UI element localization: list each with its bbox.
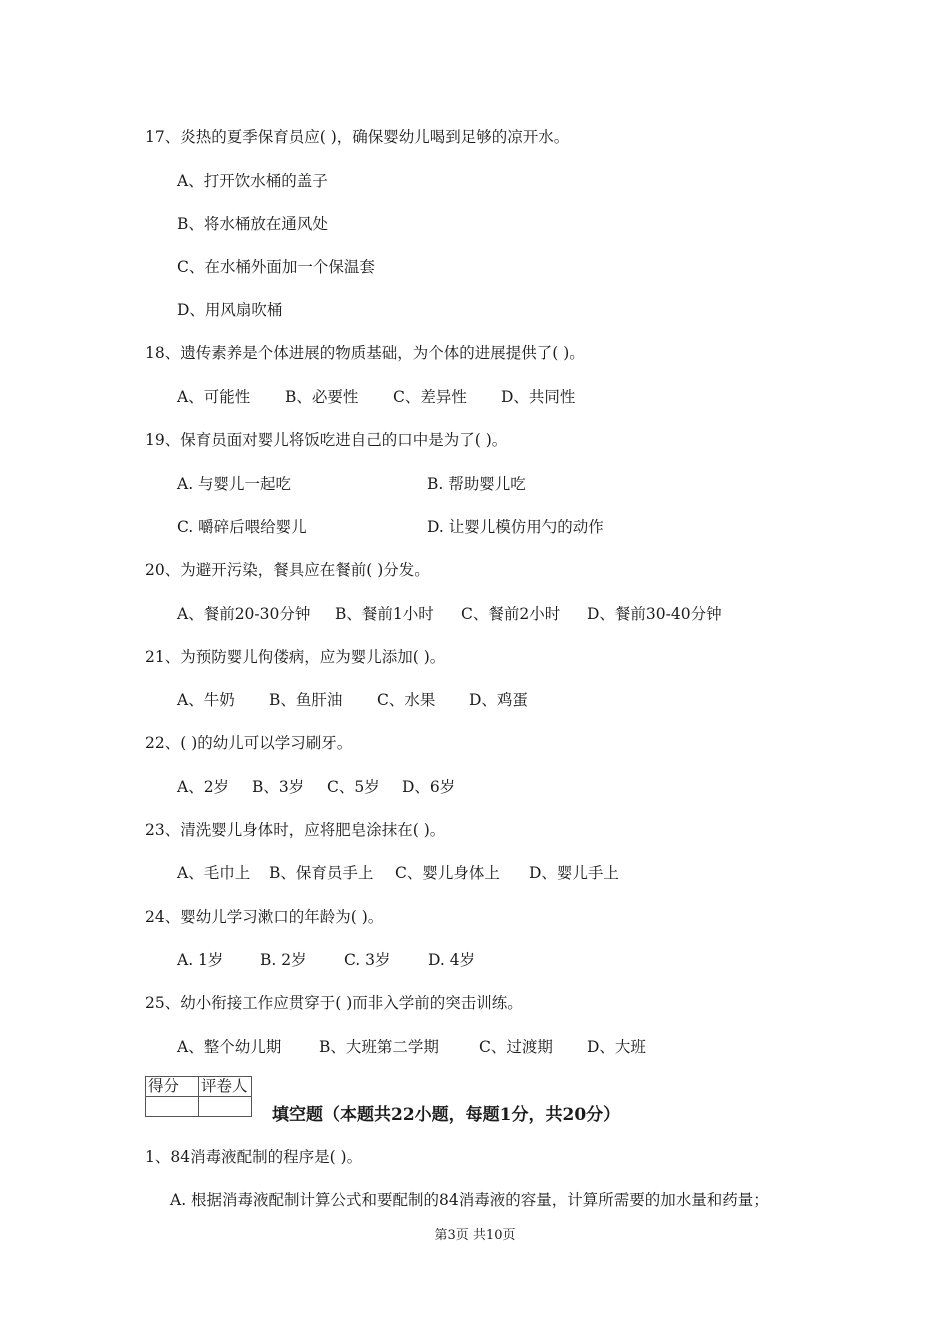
option-24-d: D. 4岁 [428,951,476,969]
grader-cell [199,1097,252,1117]
grader-label: 评卷人 [199,1077,252,1097]
option-24-b: B. 2岁 [260,951,307,969]
option-21-b: B、鱼肝油 [269,691,343,709]
option-19-c: C. 嚼碎后喂给婴儿 [177,518,307,536]
option-24-c: C. 3岁 [344,951,391,969]
option-24-a: A. 1岁 [177,951,224,969]
option-18-c: C、差异性 [393,388,467,406]
option-18-a: A、可能性 [177,388,251,406]
option-17-c: C、在水桶外面加一个保温套 [177,258,375,276]
option-20-a: A、餐前20-30分钟 [177,605,311,623]
question-18: 18、遗传素养是个体进展的物质基础，为个体的进展提供了( )。 [145,344,585,362]
options-18 [177,386,575,408]
option-19-b: B. 帮助婴儿吃 [427,475,526,493]
options-25 [177,1036,646,1058]
section-title: 填空题（本题共22小题，每题1分，共20分） [272,1105,621,1125]
options-22 [177,776,455,798]
question-25: 25、幼小衔接工作应贯穿于( )而非入学前的突击训练。 [145,994,523,1012]
option-23-a: A、毛巾上 [177,864,251,882]
score-label: 得分 [146,1077,199,1097]
question-22: 22、( )的幼儿可以学习刷牙。 [145,734,353,752]
page-footer: 第3页 共10页 [434,1228,516,1243]
option-22-d: D、6岁 [402,778,456,796]
option-20-b: B、餐前1小时 [335,605,434,623]
option-21-a: A、牛奶 [177,691,235,709]
question-21: 21、为预防婴儿佝偻病，应为婴儿添加( )。 [145,648,446,666]
option-21-c: C、水果 [377,691,436,709]
option-17-b: B、将水桶放在通风处 [177,215,328,233]
option-22-b: B、3岁 [252,778,305,796]
option-18-b: B、必要性 [285,388,359,406]
option-23-d: D、婴儿手上 [529,864,619,882]
option-23-b: B、保育员手上 [269,864,374,882]
option-25-d: D、大班 [587,1038,646,1056]
question-24: 24、婴幼儿学习漱口的年龄为( )。 [145,908,384,926]
question-23: 23、清洗婴儿身体时，应将肥皂涂抹在( )。 [145,821,446,839]
option-25-a: A、整个幼儿期 [177,1038,282,1056]
score-cell [146,1097,199,1117]
option-19-a: A. 与婴儿一起吃 [177,475,292,493]
option-19-d: D. 让婴儿模仿用勺的动作 [427,518,604,536]
option-21-d: D、鸡蛋 [469,691,528,709]
option-25-c: C、过渡期 [479,1038,553,1056]
options-21 [177,689,528,711]
score-table [145,1076,252,1117]
question-19: 19、保育员面对婴儿将饭吃进自己的口中是为了( )。 [145,431,508,449]
question-20: 20、为避开污染，餐具应在餐前( )分发。 [145,561,430,579]
option-20-c: C、餐前2小时 [461,605,561,623]
option-22-a: A、2岁 [177,778,230,796]
options-19-row2 [177,516,604,538]
option-17-a: A、打开饮水桶的盖子 [177,172,328,190]
question-17: 17、炎热的夏季保育员应( )，确保婴幼儿喝到足够的凉开水。 [145,128,570,146]
option-18-d: D、共同性 [501,388,576,406]
fill-question-1: 1、84消毒液配制的程序是( )。 [145,1148,363,1166]
options-24 [177,949,475,971]
option-17-d: D、用风扇吹桶 [177,301,283,319]
options-20 [177,603,722,625]
option-22-c: C、5岁 [327,778,380,796]
option-20-d: D、餐前30-40分钟 [587,605,722,623]
options-19-row1 [177,473,526,495]
fill-question-1-option-a: A. 根据消毒液配制计算公式和要配制的84消毒液的容量，计算所需要的加水量和药量； [170,1191,769,1209]
option-25-b: B、大班第二学期 [319,1038,439,1056]
options-23 [177,862,619,884]
option-23-c: C、婴儿身体上 [395,864,500,882]
